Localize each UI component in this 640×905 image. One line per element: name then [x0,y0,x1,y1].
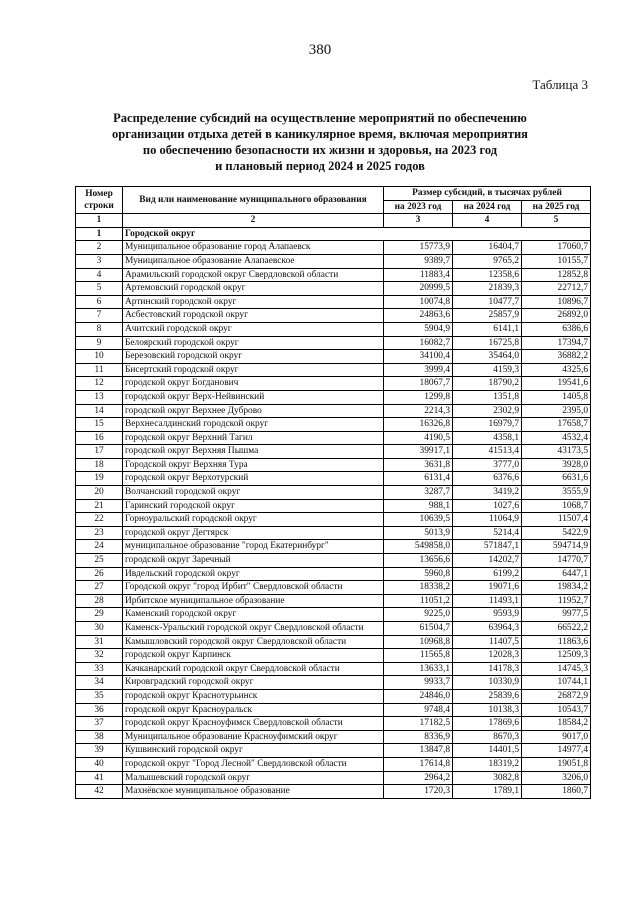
municipality-name: Кушвинский городской округ [123,744,384,758]
municipality-name: Волчанский городской округ [123,486,384,500]
row-number: 30 [76,622,123,636]
municipality-name: городской округ Верхнее Дуброво [123,404,384,418]
amount-2023: 988,1 [384,499,453,513]
amount-2025: 22712,7 [522,282,591,296]
table-row [76,486,591,500]
amount-2023: 2964,2 [384,771,453,785]
amount-2025: 594714,9 [522,540,591,554]
amount-2023: 34100,4 [384,350,453,364]
amount-2023: 3287,7 [384,486,453,500]
table-row [76,785,591,799]
column-number: 3 [384,214,453,228]
amount-2023: 10968,8 [384,635,453,649]
row-number: 39 [76,744,123,758]
amount-2025: 14745,3 [522,662,591,676]
table-row [76,567,591,581]
row-number: 24 [76,540,123,554]
amount-2025: 12509,3 [522,649,591,663]
amount-2024: 5214,4 [453,526,522,540]
amount-2024: 571847,1 [453,540,522,554]
row-number: 41 [76,771,123,785]
municipality-name: Муниципальное образование город Алапаевск [123,241,384,255]
header-name: Вид или наименование муниципального образования [123,187,384,214]
amount-2025: 17658,7 [522,418,591,432]
table-row [76,662,591,676]
municipality-name: Качканарский городской округ Свердловской области [123,662,384,676]
amount-2025: 6386,6 [522,322,591,336]
municipality-name: городской округ Красноуфимск Свердловской области [123,717,384,731]
municipality-name: Верхнесалдинский городской округ [123,418,384,432]
table-row [76,295,591,309]
amount-2023: 24863,6 [384,309,453,323]
amount-2024: 14202,7 [453,554,522,568]
amount-2023: 9933,7 [384,676,453,690]
table-row [76,689,591,703]
row-number: 25 [76,554,123,568]
amount-2024: 10138,3 [453,703,522,717]
amount-2025: 9017,0 [522,730,591,744]
amount-2025: 26892,0 [522,309,591,323]
amount-2023: 9225,0 [384,608,453,622]
amount-2025: 19834,2 [522,581,591,595]
table-row [76,676,591,690]
amount-2025: 11863,6 [522,635,591,649]
row-number: 35 [76,689,123,703]
amount-2023: 3999,4 [384,363,453,377]
amount-2024: 10477,7 [453,295,522,309]
table-group-row [76,227,591,241]
row-number: 33 [76,662,123,676]
municipality-name: Асбестовский городской округ [123,309,384,323]
amount-2025: 43173,5 [522,445,591,459]
municipality-name: городской округ Заречный [123,554,384,568]
amount-2025: 1405,8 [522,390,591,404]
municipality-name: городской округ Верх-Нейвинский [123,390,384,404]
municipality-name: Горноуральский городской округ [123,513,384,527]
table-row [76,322,591,336]
amount-2025: 10896,7 [522,295,591,309]
municipality-name: Махнёвское муниципальное образование [123,785,384,799]
amount-2023: 5904,9 [384,322,453,336]
amount-2023: 16326,8 [384,418,453,432]
amount-2023: 9389,7 [384,254,453,268]
amount-2024: 12358,6 [453,268,522,282]
row-number: 19 [76,472,123,486]
title-line: организации отдыха детей в каникулярное время, включая мероприятия [112,127,528,141]
amount-2023: 13847,8 [384,744,453,758]
row-number: 13 [76,390,123,404]
row-number: 26 [76,567,123,581]
amount-2024: 41513,4 [453,445,522,459]
column-number: 5 [522,214,591,228]
amount-2024: 16725,8 [453,336,522,350]
table-row [76,350,591,364]
table-row [76,622,591,636]
row-number: 21 [76,499,123,513]
amount-2025: 26872,9 [522,689,591,703]
row-number: 3 [76,254,123,268]
subsidy-table [75,186,591,799]
municipality-name: городской округ Дегтярск [123,526,384,540]
document-title [90,110,550,174]
row-number: 15 [76,418,123,432]
table-row [76,363,591,377]
amount-2024: 6199,2 [453,567,522,581]
municipality-name: Кировградский городской округ [123,676,384,690]
amount-2023: 13633,1 [384,662,453,676]
row-number: 31 [76,635,123,649]
amount-2025: 6447,1 [522,567,591,581]
municipality-name: городской округ Верхний Тагил [123,431,384,445]
amount-2024: 4159,3 [453,363,522,377]
table-row [76,554,591,568]
title-line: Распределение субсидий на осуществление мероприятий по обеспечению [113,111,527,125]
header-2024: на 2024 год [453,200,522,214]
municipality-name: городской округ "Город Лесной" Свердловской области [123,757,384,771]
table-row [76,254,591,268]
row-number: 42 [76,785,123,799]
municipality-name: Городской округ "город Ирбит" Свердловской области [123,581,384,595]
row-number: 29 [76,608,123,622]
municipality-name: Малышевский городской округ [123,771,384,785]
amount-2023: 1720,3 [384,785,453,799]
row-number: 27 [76,581,123,595]
amount-2025: 36882,2 [522,350,591,364]
table-row [76,649,591,663]
amount-2024: 16979,7 [453,418,522,432]
amount-2023: 10639,5 [384,513,453,527]
amount-2023: 6131,4 [384,472,453,486]
amount-2025: 11507,4 [522,513,591,527]
amount-2025: 3928,0 [522,458,591,472]
table-row [76,431,591,445]
amount-2024: 11064,9 [453,513,522,527]
row-number: 23 [76,526,123,540]
header-2023: на 2023 год [384,200,453,214]
amount-2025: 1860,7 [522,785,591,799]
row-number: 40 [76,757,123,771]
column-number: 1 [76,214,123,228]
amount-2023: 2214,3 [384,404,453,418]
amount-2025: 17060,7 [522,241,591,255]
table-row [76,717,591,731]
row-number: 7 [76,309,123,323]
table-row [76,703,591,717]
amount-2023: 18338,2 [384,581,453,595]
amount-2024: 2302,9 [453,404,522,418]
table-row [76,390,591,404]
amount-2023: 549858,0 [384,540,453,554]
amount-2023: 1299,8 [384,390,453,404]
table-row [76,268,591,282]
amount-2024: 3777,0 [453,458,522,472]
municipality-name: городской округ Красноуральск [123,703,384,717]
municipality-name: Каменский городской округ [123,608,384,622]
table-row [76,594,591,608]
amount-2023: 8336,9 [384,730,453,744]
amount-2023: 11051,2 [384,594,453,608]
table-row [76,771,591,785]
amount-2024: 1351,8 [453,390,522,404]
amount-2023: 61504,7 [384,622,453,636]
row-number: 11 [76,363,123,377]
municipality-name: Бисертский городской округ [123,363,384,377]
row-number: 1 [76,227,123,241]
municipality-name: Артинский городской округ [123,295,384,309]
table-row [76,581,591,595]
amount-2025: 17394,7 [522,336,591,350]
amount-2024: 12028,3 [453,649,522,663]
amount-2025: 19051,8 [522,757,591,771]
table-row [76,282,591,296]
amount-2024: 14178,3 [453,662,522,676]
amount-2024: 35464,0 [453,350,522,364]
row-number: 4 [76,268,123,282]
row-number: 18 [76,458,123,472]
amount-2025: 66522,2 [522,622,591,636]
amount-2025: 19541,6 [522,377,591,391]
table-row [76,336,591,350]
municipality-name: муниципальное образование "город Екатеринбург" [123,540,384,554]
amount-2025: 4325,6 [522,363,591,377]
row-number: 10 [76,350,123,364]
amount-2024: 63964,3 [453,622,522,636]
amount-2025: 18584,2 [522,717,591,731]
municipality-name: Гаринский городской округ [123,499,384,513]
amount-2024: 3419,2 [453,486,522,500]
municipality-name: Артемовский городской округ [123,282,384,296]
table-row [76,513,591,527]
amount-2023: 9748,4 [384,703,453,717]
amount-2024: 10330,9 [453,676,522,690]
municipality-name: Городской округ Верхняя Тура [123,458,384,472]
row-number: 8 [76,322,123,336]
amount-2025: 3206,0 [522,771,591,785]
amount-2024: 14401,5 [453,744,522,758]
amount-2024: 11407,5 [453,635,522,649]
row-number: 36 [76,703,123,717]
amount-2024: 3082,8 [453,771,522,785]
table-row [76,608,591,622]
amount-2024: 6141,1 [453,322,522,336]
municipality-name: городской округ Верхняя Пышма [123,445,384,459]
table-row [76,458,591,472]
amount-2024: 6376,6 [453,472,522,486]
table-row [76,241,591,255]
amount-2024: 9593,9 [453,608,522,622]
municipality-name: Арамильский городской округ Свердловской области [123,268,384,282]
amount-2024: 17869,6 [453,717,522,731]
table-row [76,757,591,771]
amount-2023: 11565,8 [384,649,453,663]
row-number: 17 [76,445,123,459]
amount-2023: 5960,8 [384,567,453,581]
table-row [76,404,591,418]
amount-2024: 4358,1 [453,431,522,445]
row-number: 37 [76,717,123,731]
row-number: 16 [76,431,123,445]
amount-2023: 39917,1 [384,445,453,459]
row-number: 38 [76,730,123,744]
municipality-name: Ивдельский городской округ [123,567,384,581]
amount-2025: 9977,5 [522,608,591,622]
amount-2024: 11493,1 [453,594,522,608]
row-number: 2 [76,241,123,255]
municipality-name: Ирбитское муниципальное образование [123,594,384,608]
municipality-name: Каменск-Уральский городской округ Свердловской области [123,622,384,636]
table-row [76,445,591,459]
amount-2025: 14770,7 [522,554,591,568]
amount-2023: 4190,5 [384,431,453,445]
amount-2024: 25839,6 [453,689,522,703]
page-number: 380 [308,42,332,58]
amount-2023: 10074,8 [384,295,453,309]
amount-2025: 11952,7 [522,594,591,608]
amount-2024: 21839,3 [453,282,522,296]
municipality-name: Камышловский городской округ Свердловской области [123,635,384,649]
row-number: 20 [76,486,123,500]
amount-2025: 1068,7 [522,499,591,513]
municipality-name: Муниципальное образование Красноуфимский округ [123,730,384,744]
amount-2023: 17182,5 [384,717,453,731]
municipality-name: городской округ Богданович [123,377,384,391]
table-label: Таблица 3 [532,77,588,92]
amount-2025: 5422,9 [522,526,591,540]
table-row [76,744,591,758]
amount-2024: 19071,6 [453,581,522,595]
group-name: Городской округ [123,227,591,241]
header-2025: на 2025 год [522,200,591,214]
header-amount-group: Размер субсидий, в тысячах рублей [384,187,591,201]
title-line: по обеспечению безопасности их жизни и здоровья, на 2023 год [142,143,498,157]
title-line: и плановый период 2024 и 2025 годов [215,159,425,173]
amount-2025: 10155,7 [522,254,591,268]
amount-2025: 3555,9 [522,486,591,500]
amount-2023: 24846,0 [384,689,453,703]
row-number: 28 [76,594,123,608]
column-number: 2 [123,214,384,228]
amount-2025: 12852,8 [522,268,591,282]
amount-2023: 13656,6 [384,554,453,568]
amount-2023: 5013,9 [384,526,453,540]
amount-2024: 18790,2 [453,377,522,391]
amount-2024: 1789,1 [453,785,522,799]
municipality-name: Ачитский городской округ [123,322,384,336]
row-number: 32 [76,649,123,663]
column-number: 4 [453,214,522,228]
amount-2024: 1027,6 [453,499,522,513]
row-number: 9 [76,336,123,350]
row-number: 14 [76,404,123,418]
table-row [76,526,591,540]
amount-2024: 9765,2 [453,254,522,268]
table-row [76,540,591,554]
municipality-name: Муниципальное образование Алапаевское [123,254,384,268]
municipality-name: Березовский городской округ [123,350,384,364]
amount-2025: 10744,1 [522,676,591,690]
amount-2023: 18067,7 [384,377,453,391]
amount-2024: 8670,3 [453,730,522,744]
amount-2024: 18319,2 [453,757,522,771]
amount-2025: 10543,7 [522,703,591,717]
table-row [76,472,591,486]
row-number: 34 [76,676,123,690]
municipality-name: городской округ Карпинск [123,649,384,663]
amount-2023: 11883,4 [384,268,453,282]
table-row [76,309,591,323]
row-number: 5 [76,282,123,296]
table-row [76,635,591,649]
table-row [76,499,591,513]
table-row [76,730,591,744]
row-number: 12 [76,377,123,391]
amount-2023: 17614,8 [384,757,453,771]
amount-2023: 20999,5 [384,282,453,296]
municipality-name: Белоярский городской округ [123,336,384,350]
amount-2025: 14977,4 [522,744,591,758]
table-row [76,418,591,432]
header-row-number: Номер строки [76,187,123,214]
amount-2023: 15773,9 [384,241,453,255]
table-row [76,377,591,391]
amount-2023: 3631,8 [384,458,453,472]
amount-2025: 6631,6 [522,472,591,486]
amount-2025: 4532,4 [522,431,591,445]
amount-2025: 2395,0 [522,404,591,418]
municipality-name: городской округ Верхотурский [123,472,384,486]
amount-2024: 16404,7 [453,241,522,255]
municipality-name: городской округ Краснотурьинск [123,689,384,703]
amount-2024: 25857,9 [453,309,522,323]
row-number: 22 [76,513,123,527]
row-number: 6 [76,295,123,309]
amount-2023: 16082,7 [384,336,453,350]
